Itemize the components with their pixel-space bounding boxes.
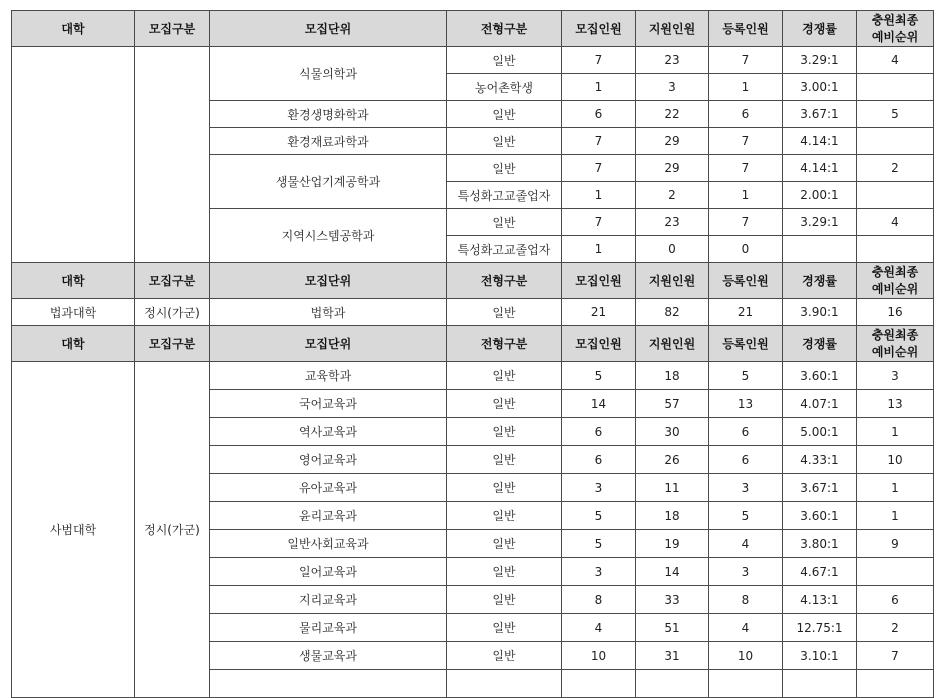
type-cell: 특성화고교졸업자 (447, 182, 562, 209)
header-college: 대학 (12, 11, 135, 47)
registered-cell: 7 (709, 47, 783, 74)
unit-cell: 교육학과 (210, 362, 447, 390)
table-row (12, 362, 934, 390)
waitlist-cell (857, 236, 934, 263)
ratio-cell: 5.00:1 (783, 418, 857, 446)
registered-cell: 3 (709, 474, 783, 502)
quota-cell: 8 (562, 586, 636, 614)
header-category: 모집구분 (135, 263, 210, 299)
unit-cell: 지역시스템공학과 (210, 209, 447, 263)
type-cell: 일반 (447, 642, 562, 670)
registered-cell: 6 (709, 418, 783, 446)
header-category: 모집구분 (135, 326, 210, 362)
waitlist-cell: 5 (857, 101, 934, 128)
header-ratio: 경쟁률 (783, 326, 857, 362)
unit-cell: 법학과 (210, 299, 447, 326)
type-cell: 일반 (447, 474, 562, 502)
registered-cell (709, 670, 783, 698)
ratio-cell: 3.60:1 (783, 362, 857, 390)
unit-cell: 물리교육과 (210, 614, 447, 642)
waitlist-cell: 13 (857, 390, 934, 418)
applicants-cell: 19 (636, 530, 709, 558)
unit-cell: 국어교육과 (210, 390, 447, 418)
quota-cell: 10 (562, 642, 636, 670)
ratio-cell: 3.00:1 (783, 74, 857, 101)
quota-cell: 21 (562, 299, 636, 326)
waitlist-cell (857, 128, 934, 155)
applicants-cell: 82 (636, 299, 709, 326)
unit-cell: 생물산업기계공학과 (210, 155, 447, 209)
quota-cell: 4 (562, 614, 636, 642)
header-applicants: 지원인원 (636, 326, 709, 362)
table-row (12, 47, 934, 74)
header-waitlist: 충원최종 예비순위 (857, 326, 934, 362)
quota-cell: 5 (562, 362, 636, 390)
unit-cell: 환경생명화학과 (210, 101, 447, 128)
type-cell: 일반 (447, 502, 562, 530)
type-cell: 일반 (447, 128, 562, 155)
quota-cell: 6 (562, 418, 636, 446)
unit-cell: 생물교육과 (210, 642, 447, 670)
college-cell: 법과대학 (12, 299, 135, 326)
type-cell: 일반 (447, 299, 562, 326)
waitlist-cell: 3 (857, 362, 934, 390)
header-quota: 모집인원 (562, 263, 636, 299)
registered-cell: 0 (709, 236, 783, 263)
registered-cell: 4 (709, 530, 783, 558)
registered-cell: 7 (709, 155, 783, 182)
table-header-row (12, 326, 934, 362)
quota-cell: 5 (562, 502, 636, 530)
applicants-cell (636, 670, 709, 698)
header-quota: 모집인원 (562, 11, 636, 47)
ratio-cell: 3.67:1 (783, 474, 857, 502)
type-cell: 일반 (447, 390, 562, 418)
applicants-cell: 23 (636, 209, 709, 236)
waitlist-cell: 2 (857, 614, 934, 642)
applicants-cell: 14 (636, 558, 709, 586)
ratio-cell: 2.00:1 (783, 182, 857, 209)
header-quota: 모집인원 (562, 326, 636, 362)
type-cell: 일반 (447, 446, 562, 474)
category-cell: 정시(가군) (135, 362, 210, 698)
waitlist-cell: 10 (857, 446, 934, 474)
admission-results-table (11, 10, 934, 698)
ratio-cell: 3.67:1 (783, 101, 857, 128)
header-category: 모집구분 (135, 11, 210, 47)
header-unit: 모집단위 (210, 263, 447, 299)
waitlist-cell (857, 74, 934, 101)
quota-cell: 6 (562, 101, 636, 128)
applicants-cell: 22 (636, 101, 709, 128)
header-registered: 등록인원 (709, 326, 783, 362)
unit-cell: 유아교육과 (210, 474, 447, 502)
registered-cell: 3 (709, 558, 783, 586)
waitlist-cell: 1 (857, 418, 934, 446)
unit-cell: 일반사회교육과 (210, 530, 447, 558)
registered-cell: 8 (709, 586, 783, 614)
registered-cell: 7 (709, 128, 783, 155)
applicants-cell: 29 (636, 128, 709, 155)
header-applicants: 지원인원 (636, 263, 709, 299)
ratio-cell: 4.07:1 (783, 390, 857, 418)
header-type: 전형구분 (447, 263, 562, 299)
type-cell: 특성화고교졸업자 (447, 236, 562, 263)
type-cell: 일반 (447, 362, 562, 390)
waitlist-cell: 6 (857, 586, 934, 614)
table-header-row (12, 263, 934, 299)
registered-cell: 1 (709, 74, 783, 101)
ratio-cell: 4.14:1 (783, 155, 857, 182)
quota-cell: 1 (562, 182, 636, 209)
type-cell: 일반 (447, 614, 562, 642)
header-ratio: 경쟁률 (783, 11, 857, 47)
type-cell (447, 670, 562, 698)
applicants-cell: 33 (636, 586, 709, 614)
type-cell: 일반 (447, 155, 562, 182)
college-cell (12, 47, 135, 263)
header-type: 전형구분 (447, 11, 562, 47)
ratio-cell (783, 236, 857, 263)
applicants-cell: 51 (636, 614, 709, 642)
quota-cell: 7 (562, 47, 636, 74)
waitlist-cell: 1 (857, 502, 934, 530)
quota-cell: 3 (562, 474, 636, 502)
type-cell: 일반 (447, 209, 562, 236)
waitlist-cell: 9 (857, 530, 934, 558)
unit-cell (210, 670, 447, 698)
ratio-cell: 3.60:1 (783, 502, 857, 530)
unit-cell: 영어교육과 (210, 446, 447, 474)
waitlist-cell: 2 (857, 155, 934, 182)
table-row (12, 299, 934, 326)
unit-cell: 일어교육과 (210, 558, 447, 586)
header-unit: 모집단위 (210, 326, 447, 362)
category-cell (135, 47, 210, 263)
type-cell: 일반 (447, 586, 562, 614)
waitlist-cell: 4 (857, 47, 934, 74)
applicants-cell: 3 (636, 74, 709, 101)
applicants-cell: 57 (636, 390, 709, 418)
unit-cell: 지리교육과 (210, 586, 447, 614)
quota-cell: 5 (562, 530, 636, 558)
registered-cell: 21 (709, 299, 783, 326)
registered-cell: 5 (709, 362, 783, 390)
waitlist-cell: 16 (857, 299, 934, 326)
registered-cell: 13 (709, 390, 783, 418)
applicants-cell: 11 (636, 474, 709, 502)
ratio-cell (783, 670, 857, 698)
type-cell: 일반 (447, 47, 562, 74)
header-college: 대학 (12, 263, 135, 299)
waitlist-cell (857, 182, 934, 209)
waitlist-cell: 4 (857, 209, 934, 236)
header-ratio: 경쟁률 (783, 263, 857, 299)
registered-cell: 6 (709, 101, 783, 128)
applicants-cell: 18 (636, 502, 709, 530)
quota-cell: 3 (562, 558, 636, 586)
unit-cell: 역사교육과 (210, 418, 447, 446)
table-header-row (12, 11, 934, 47)
ratio-cell: 4.14:1 (783, 128, 857, 155)
registered-cell: 1 (709, 182, 783, 209)
quota-cell: 14 (562, 390, 636, 418)
applicants-cell: 2 (636, 182, 709, 209)
unit-cell: 윤리교육과 (210, 502, 447, 530)
header-waitlist: 충원최종 예비순위 (857, 11, 934, 47)
registered-cell: 10 (709, 642, 783, 670)
ratio-cell: 3.80:1 (783, 530, 857, 558)
header-registered: 등록인원 (709, 11, 783, 47)
type-cell: 일반 (447, 101, 562, 128)
applicants-cell: 29 (636, 155, 709, 182)
applicants-cell: 18 (636, 362, 709, 390)
waitlist-cell (857, 558, 934, 586)
ratio-cell: 3.29:1 (783, 47, 857, 74)
unit-cell: 식물의학과 (210, 47, 447, 101)
applicants-cell: 26 (636, 446, 709, 474)
header-applicants: 지원인원 (636, 11, 709, 47)
ratio-cell: 3.10:1 (783, 642, 857, 670)
applicants-cell: 23 (636, 47, 709, 74)
unit-cell: 환경재료과학과 (210, 128, 447, 155)
header-type: 전형구분 (447, 326, 562, 362)
quota-cell: 7 (562, 155, 636, 182)
ratio-cell: 4.13:1 (783, 586, 857, 614)
type-cell: 일반 (447, 418, 562, 446)
registered-cell: 7 (709, 209, 783, 236)
ratio-cell: 3.90:1 (783, 299, 857, 326)
quota-cell: 7 (562, 209, 636, 236)
category-cell: 정시(가군) (135, 299, 210, 326)
registered-cell: 5 (709, 502, 783, 530)
waitlist-cell (857, 670, 934, 698)
registered-cell: 6 (709, 446, 783, 474)
quota-cell (562, 670, 636, 698)
applicants-cell: 0 (636, 236, 709, 263)
ratio-cell: 4.67:1 (783, 558, 857, 586)
registered-cell: 4 (709, 614, 783, 642)
ratio-cell: 3.29:1 (783, 209, 857, 236)
type-cell: 농어촌학생 (447, 74, 562, 101)
quota-cell: 1 (562, 74, 636, 101)
type-cell: 일반 (447, 558, 562, 586)
college-cell: 사범대학 (12, 362, 135, 698)
applicants-cell: 30 (636, 418, 709, 446)
waitlist-cell: 7 (857, 642, 934, 670)
ratio-cell: 4.33:1 (783, 446, 857, 474)
quota-cell: 7 (562, 128, 636, 155)
header-college: 대학 (12, 326, 135, 362)
header-waitlist: 충원최종 예비순위 (857, 263, 934, 299)
quota-cell: 6 (562, 446, 636, 474)
header-registered: 등록인원 (709, 263, 783, 299)
header-unit: 모집단위 (210, 11, 447, 47)
applicants-cell: 31 (636, 642, 709, 670)
quota-cell: 1 (562, 236, 636, 263)
waitlist-cell: 1 (857, 474, 934, 502)
ratio-cell: 12.75:1 (783, 614, 857, 642)
type-cell: 일반 (447, 530, 562, 558)
